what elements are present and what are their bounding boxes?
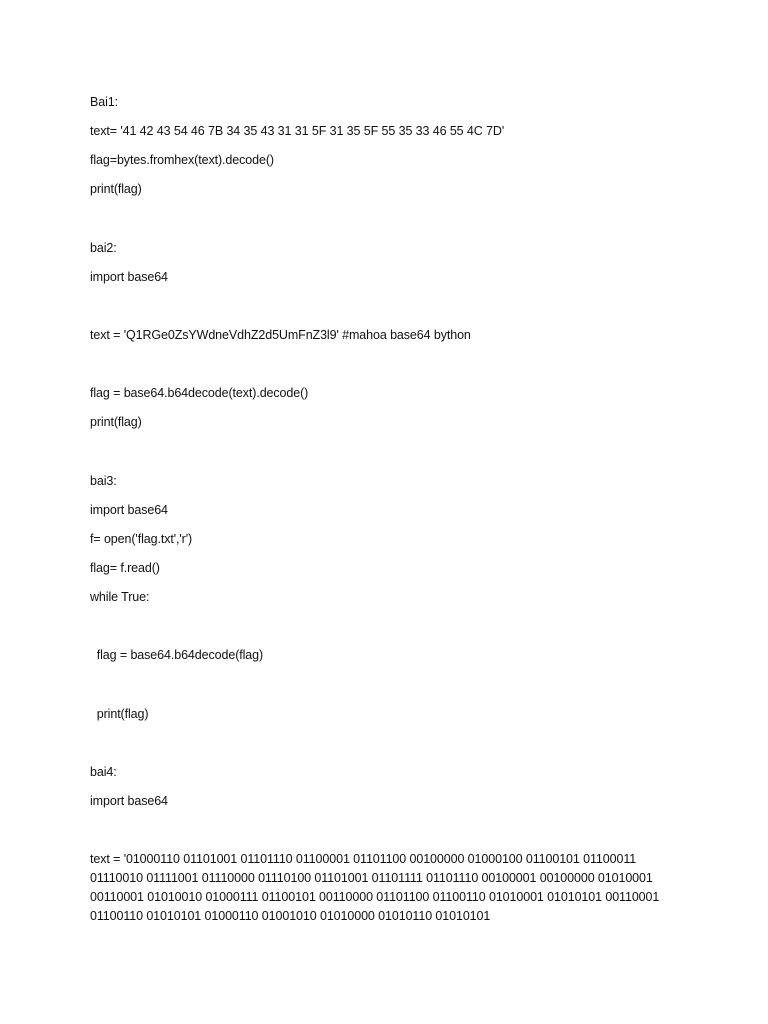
code-line: f= open('flag.txt','r'): [90, 532, 193, 546]
code-line: flag = base64.b64decode(flag): [90, 648, 264, 662]
heading-bai2: bai2:: [90, 241, 117, 255]
code-line: import base64: [90, 503, 168, 517]
code-line: import base64: [90, 794, 168, 808]
code-line: print(flag): [90, 182, 142, 196]
code-line: print(flag): [90, 707, 149, 721]
code-line: while True:: [90, 590, 150, 604]
code-line: flag=bytes.fromhex(text).decode(): [90, 153, 274, 167]
heading-bai1: Bai1:: [90, 95, 118, 109]
code-line: print(flag): [90, 415, 142, 429]
code-line-binary: text = '01000110 01101001 01101110 01100001 01101100 00100000 01000100 01100101 01100011 01110010 01111001 01110000 01110100 01101001 01101111 01101110 00100001 00100000 01010001 00110001 01010010 01000111 01100101 00110000 01101100 01100110 01010001 01010101 00110001 01100110 01010101 01000110 01001010 01010000 01010110 01010101: [90, 852, 660, 923]
code-line: text = 'Q1RGe0ZsYWdneVdhZ2d5UmFnZ3l9' #mahoa base64 bython: [90, 328, 471, 342]
code-line: flag= f.read(): [90, 561, 160, 575]
heading-bai4: bai4:: [90, 765, 117, 779]
heading-bai3: bai3:: [90, 474, 117, 488]
code-line: import base64: [90, 270, 168, 284]
code-line: text= '41 42 43 54 46 7B 34 35 43 31 31 5F 31 35 5F 55 35 33 46 55 4C 7D': [90, 124, 505, 138]
code-line: flag = base64.b64decode(text).decode(): [90, 386, 309, 400]
